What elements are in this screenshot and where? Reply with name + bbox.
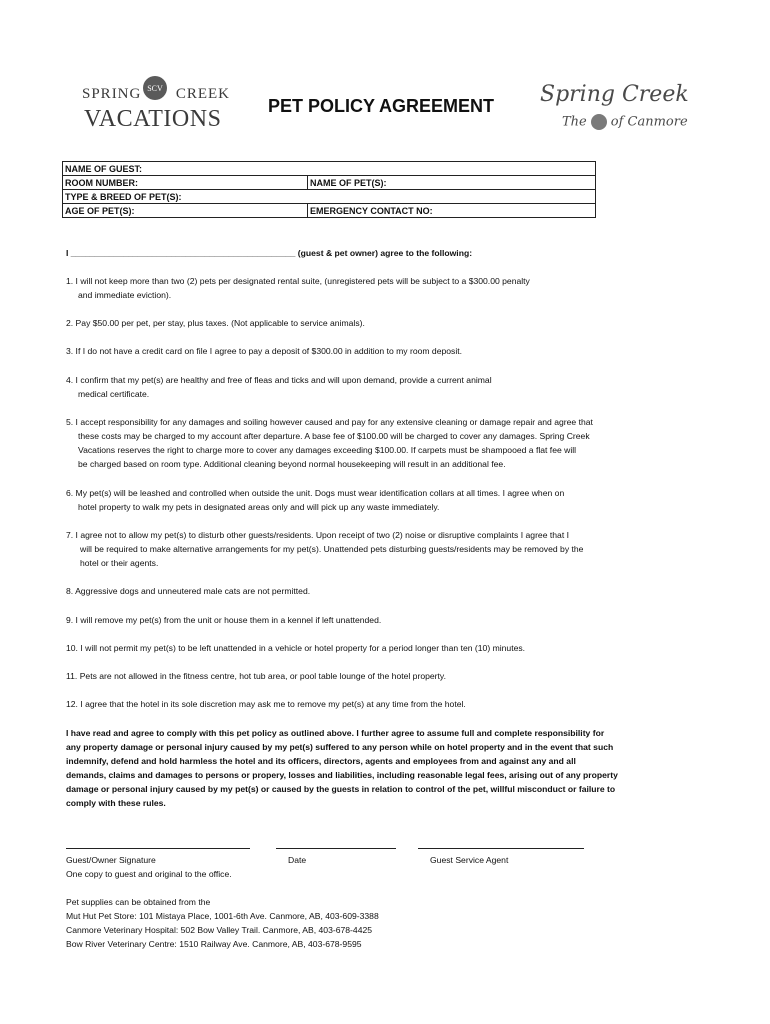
statement-line: I have read and agree to comply with this pet policy as outlined above. I further agree to assume full and complete responsibility for xyxy=(66,728,605,738)
item-3 xyxy=(66,344,666,358)
item-line: 7. I agree not to allow my pet(s) to disturb other guests/residents. Upon receipt of two (2) noise or disruptive complaints I agree that I xyxy=(66,530,569,540)
statement-line: comply with these rules. xyxy=(66,798,166,808)
item-12 xyxy=(66,697,666,711)
statement-line: indemnify, defend and hold harmless the hotel and its officers, directors, agents and employees from and against any and all xyxy=(66,756,576,766)
item-line: 9. I will remove my pet(s) from the unit or house them in a kennel if left unattended. xyxy=(66,615,382,625)
item-line: 11. Pets are not allowed in the fitness centre, hot tub area, or pool table lounge of the hotel property. xyxy=(66,671,446,681)
logo-seal: SCV xyxy=(143,76,167,100)
item-line: 2. Pay $50.00 per pet, per stay, plus taxes. (Not applicable to service animals). xyxy=(66,318,365,328)
heart-icon xyxy=(591,114,607,130)
item-line: medical certificate. xyxy=(78,389,150,399)
item-11 xyxy=(66,669,666,683)
item-1 xyxy=(66,274,666,302)
item-8 xyxy=(66,584,666,598)
spring-creek-vacations-logo xyxy=(80,72,230,134)
statement-line: any property damage or personal injury caused by my pet(s) suffered to any person while on hotel property and in the event that such xyxy=(66,742,614,752)
item-2 xyxy=(66,316,666,330)
agent-label: Guest Service Agent xyxy=(430,855,509,865)
supplier-bow-river-vet: Bow River Veterinary Centre: 1510 Railway Ave. Canmore, AB, 403-678-9595 xyxy=(66,939,362,949)
item-4 xyxy=(66,373,666,401)
emergency-contact-field[interactable]: EMERGENCY CONTACT NO: xyxy=(308,204,596,218)
statement-line: damage or personal injury caused by my pet(s) or caused by the guests in relation to control of the pet, willful misconduct or failure to xyxy=(66,784,616,794)
item-10 xyxy=(66,641,666,655)
logo-word-creek: CREEK xyxy=(175,86,230,102)
item-line: will be required to make alternative arrangements for my pet(s). Unattended pets disturbing guests/residents may be removed by the xyxy=(80,544,584,554)
item-line: hotel or their agents. xyxy=(80,558,159,568)
item-5 xyxy=(66,415,666,471)
item-line: 4. I confirm that my pet(s) are healthy and free of fleas and ticks and will upon demand, provide a current animal xyxy=(66,375,492,385)
room-number-field[interactable]: ROOM NUMBER: xyxy=(63,176,308,190)
logo-right-the: The xyxy=(562,114,587,130)
item-9 xyxy=(66,613,666,627)
logo-right-of: of Canmore xyxy=(610,114,688,130)
spring-creek-canmore-logo xyxy=(540,82,689,142)
statement-line: demands, claims and damages to persons or propery, losses and liabilities, including reasonable legal fees, arising out of any property xyxy=(66,770,618,780)
logo-word-spring: SPRING xyxy=(82,86,142,102)
item-6 xyxy=(66,486,666,514)
logo-right-name: Spring Creek xyxy=(540,82,689,107)
page-title: PET POLICY AGREEMENT xyxy=(268,96,495,116)
item-line: 1. I will not keep more than two (2) pets per designated rental suite, (unregistered pets will be subject to a $300.00 penalty xyxy=(66,276,530,286)
agreement-statement xyxy=(66,726,666,810)
item-line: hotel property to walk my pets in designated areas only and will pick up any waste immediately. xyxy=(78,502,440,512)
item-line: Vacations reserves the right to charge more to cover any damages exceeding $100.00. If carpets must be shampooed a flat fee will xyxy=(78,445,577,455)
item-line: 12. I agree that the hotel in its sole discretion may ask me to remove my pet(s) at any time from the hotel. xyxy=(66,699,466,709)
item-line: 5. I accept responsibility for any damages and soiling however caused and pay for any extensive cleaning or damage repair and agree that xyxy=(66,417,593,427)
item-line: 10. I will not permit my pet(s) to be left unattended in a vehicle or hotel property for a period longer than ten (10) minutes. xyxy=(66,643,526,653)
date-label: Date xyxy=(288,855,307,865)
item-line: be charged based on room type. Additional cleaning beyond normal housekeeping will result in an additional fee. xyxy=(78,459,506,469)
name-of-pets-field[interactable]: NAME OF PET(S): xyxy=(308,176,596,190)
type-breed-field[interactable]: TYPE & BREED OF PET(S): xyxy=(63,190,596,204)
item-line: 6. My pet(s) will be leashed and controlled when outside the unit. Dogs must wear identification collars at all times. I agree when on xyxy=(66,488,565,498)
logo-word-vacations: VACATIONS xyxy=(84,106,222,132)
supplier-mut-hut: Mut Hut Pet Store: 101 Mistaya Place, 1001-6th Ave. Canmore, AB, 403-609-3388 xyxy=(66,911,379,921)
guest-signature-label: Guest/Owner Signature xyxy=(66,855,156,865)
item-line: 8. Aggressive dogs and unneutered male cats are not permitted. xyxy=(66,586,311,596)
name-of-guest-field[interactable]: NAME OF GUEST: xyxy=(63,162,596,176)
agent-signature-line[interactable] xyxy=(418,848,584,849)
guest-signature-line[interactable] xyxy=(66,848,250,849)
copy-note: One copy to guest and original to the office. xyxy=(66,869,232,879)
age-of-pets-field[interactable]: AGE OF PET(S): xyxy=(63,204,308,218)
supplies-intro: Pet supplies can be obtained from the xyxy=(66,897,211,907)
pet-supplies-section xyxy=(66,895,379,951)
supplier-canmore-vet: Canmore Veterinary Hospital: 502 Bow Valley Trail. Canmore, AB, 403-678-4425 xyxy=(66,925,373,935)
logo-right-subtitle xyxy=(562,114,688,130)
item-7 xyxy=(66,528,666,570)
item-line: 3. If I do not have a credit card on file I agree to pay a deposit of $300.00 in addition to my room deposit. xyxy=(66,346,463,356)
item-line: and immediate eviction). xyxy=(78,290,172,300)
date-line[interactable] xyxy=(276,848,396,849)
guest-info-table xyxy=(62,161,596,218)
item-line: these costs may be charged to my account after departure. A base fee of $100.00 will be charged to cover any damages. Spring Creek xyxy=(78,431,590,441)
agreement-intro: I _______________________________________________ (guest & pet owner) agree to the following: xyxy=(66,248,473,258)
